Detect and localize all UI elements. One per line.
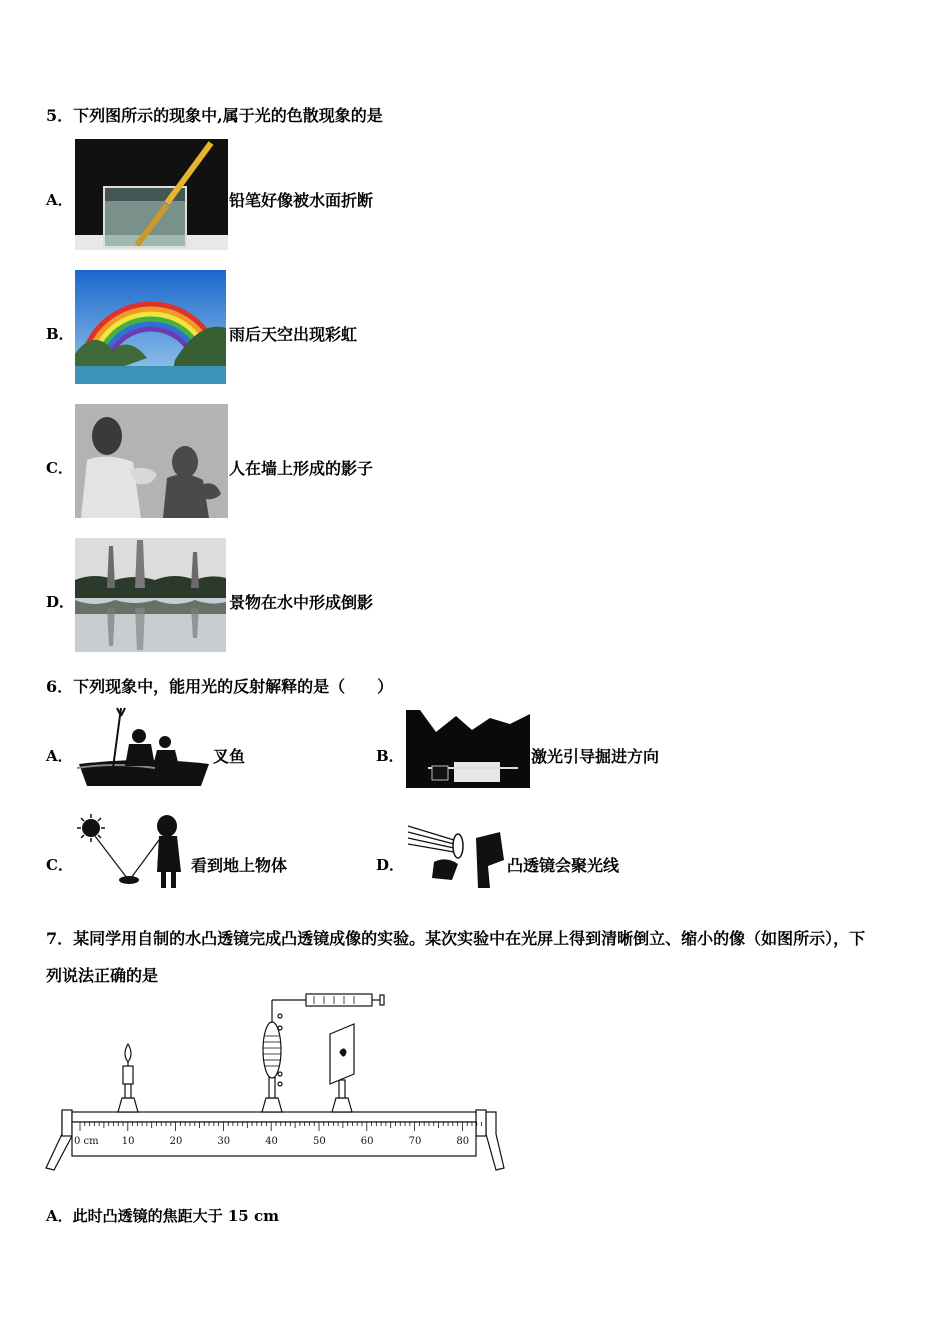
q5-option-a-label: A． [46, 191, 73, 209]
spear-fishing-image [75, 706, 212, 788]
q6-number: 6． [46, 677, 74, 696]
q7-number: 7． [46, 929, 74, 948]
q6-option-a-label: A． [46, 747, 73, 765]
q5-option-d-label: D． [46, 593, 75, 611]
pagoda-reflection-image [75, 538, 226, 652]
light-screen-stand [330, 1024, 354, 1112]
q7-option-a-label: A． [46, 1207, 73, 1225]
ruler-tick-label: 60 [360, 1136, 374, 1147]
q5-stem-text: 下列图所示的现象中,属于光的色散现象的是 [73, 106, 383, 125]
water-lens-stand [262, 994, 384, 1112]
q5-option-b-text: 雨后天空出现彩虹 [229, 325, 358, 344]
laser-tunnel-image [406, 710, 530, 788]
q5-option-c-text: 人在墙上形成的影子 [229, 459, 374, 478]
q6-option-b-label: B． [376, 747, 404, 765]
ruler-tick-label: 80 [456, 1136, 470, 1147]
girl-sun-reflection-image [75, 812, 190, 890]
q7-option-a-text: 此时凸透镜的焦距大于 15 cm [72, 1207, 279, 1225]
optical-bench-diagram [44, 992, 506, 1172]
q6-option-c-text: 看到地上物体 [191, 856, 288, 875]
q7-stem-line2: 列说法正确的是 [46, 966, 159, 985]
q5-option-b-label: B． [46, 325, 74, 343]
ruler-tick-label: 40 [265, 1136, 278, 1147]
ruler-tick-label: 30 [217, 1136, 231, 1147]
ruler-tick-label: 70 [408, 1136, 422, 1147]
q6-option-a-text: 叉鱼 [213, 747, 246, 766]
ruler-unit-label: 0 cm [74, 1136, 99, 1147]
q7-option-a [46, 1205, 279, 1226]
q6-stem [46, 674, 393, 697]
q5-stem [46, 103, 383, 126]
ruler-tick-label: 20 [169, 1136, 183, 1147]
candle-stand [118, 1044, 138, 1112]
q6-option-c-label: C． [46, 856, 73, 874]
q5-option-a-text: 铅笔好像被水面折断 [229, 191, 374, 210]
convex-lens-image [406, 818, 506, 890]
q5-number: 5． [46, 106, 74, 125]
q6-option-d-label: D． [376, 856, 405, 874]
ruler-tick-label: 10 [121, 1136, 135, 1147]
q5-option-c-label: C． [46, 459, 73, 477]
q6-option-d-text: 凸透镜会聚光线 [507, 856, 620, 875]
q6-stem-text: 下列现象中，能用光的反射解释的是（ ） [73, 677, 394, 696]
ruler-tick-label: 50 [313, 1136, 326, 1147]
q7-stem-line1 [46, 926, 865, 949]
rainbow-image [75, 270, 226, 384]
q6-option-b-text: 激光引导掘进方向 [531, 747, 660, 766]
shadow-on-wall-image [75, 404, 228, 518]
pencil-in-water-image [75, 139, 228, 250]
q5-option-d-text: 景物在水中形成倒影 [229, 593, 374, 612]
q7-stem-text-1: 某同学用自制的水凸透镜完成凸透镜成像的实验。某次实验中在光屏上得到清晰倒立、缩小的像（如图所示），下 [73, 929, 866, 948]
